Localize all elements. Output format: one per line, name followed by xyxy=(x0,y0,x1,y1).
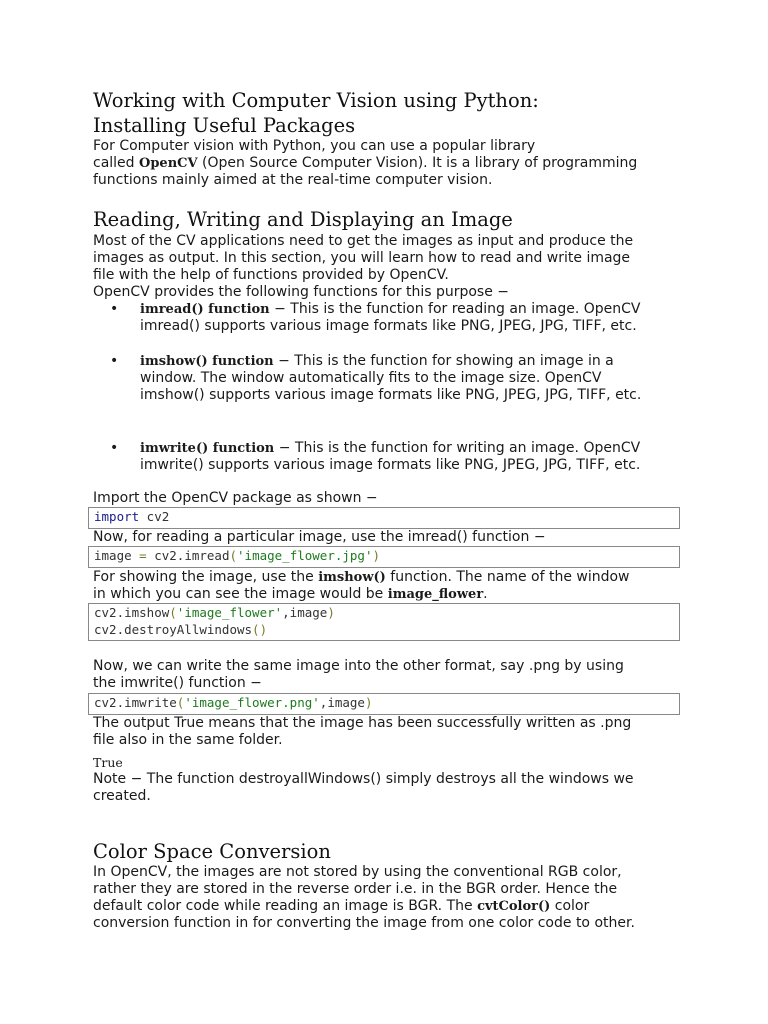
code-paren: ) xyxy=(327,605,335,620)
code-operator: = xyxy=(139,548,147,563)
code-text: cv2.imshow xyxy=(94,605,170,620)
text-line: conversion function in for converting the image from one color code to other. xyxy=(93,915,635,931)
text-line xyxy=(140,353,676,370)
text-span: default color code while reading an image is BGR. The xyxy=(93,898,478,914)
text-line: imwrite() supports various image formats like PNG, JPEG, JPG, TIFF, etc. xyxy=(140,457,641,473)
code-text: image xyxy=(94,548,140,563)
reading-heading: Reading, Writing and Displaying an Image xyxy=(93,208,513,231)
cvtcolor-bold: cvtColor() xyxy=(477,899,551,914)
text-span: . xyxy=(483,586,488,602)
text-line: The output True means that the image has been successfully written as .png xyxy=(93,715,632,731)
note-paragraph xyxy=(93,771,683,805)
list-item-text xyxy=(140,301,676,335)
text-line: the imwrite() function − xyxy=(93,675,262,691)
code-block-import xyxy=(88,507,680,529)
bullet-icon: • xyxy=(110,353,119,369)
function-name: imread() function xyxy=(140,302,270,317)
main-heading: Working with Computer Vision using Python: xyxy=(93,89,539,112)
code-paren: () xyxy=(252,621,268,637)
code-keyword: import xyxy=(94,509,140,524)
bullet-icon: • xyxy=(110,440,119,456)
text-line: In OpenCV, the images are not stored by using the conventional RGB color, xyxy=(93,864,622,880)
code-string: 'image_flower.jpg' xyxy=(237,548,373,563)
output-paragraph xyxy=(93,715,683,749)
code-paren: ) xyxy=(364,695,373,710)
text-line: imread() supports various image formats like PNG, JPEG, JPG, TIFF, etc. xyxy=(140,318,637,334)
code-paren: ( xyxy=(176,695,185,710)
text-span: − This is the function for writing an image. OpenCV xyxy=(274,440,641,456)
text-line: images as output. In this section, you will learn how to read and write image xyxy=(93,250,631,266)
function-name: imshow() function xyxy=(140,354,274,369)
imshow-paragraph xyxy=(93,569,683,603)
text-line xyxy=(93,898,683,915)
code-block-imread xyxy=(88,546,680,568)
text-line xyxy=(140,301,676,318)
code-text: cv2.imwrite xyxy=(94,695,177,710)
text-line: imshow() supports various image formats like PNG, JPEG, JPG, TIFF, etc. xyxy=(140,387,642,403)
text-line: file with the help of functions provided by OpenCV. xyxy=(93,267,449,283)
install-heading: Installing Useful Packages xyxy=(93,114,356,137)
text-span: (Open Source Computer Vision). It is a library of programming xyxy=(197,155,638,171)
code-block-imshow xyxy=(88,603,680,641)
text-line: Now, we can write the same image into the other format, say .png by using xyxy=(93,658,624,674)
text-span: − This is the function for showing an image in a xyxy=(273,353,614,369)
text-span: in which you can see the image would be xyxy=(93,586,388,602)
text-line: rather they are stored in the reverse order i.e. in the BGR order. Hence the xyxy=(93,881,618,897)
code-text: cv2.imread xyxy=(146,548,230,563)
text-span: For showing the image, use the xyxy=(93,569,319,585)
reading-paragraph xyxy=(93,233,683,301)
text-line xyxy=(140,440,676,457)
code-text: cv2.destroyAllwindows xyxy=(94,621,253,637)
image-flower-bold: image_flower xyxy=(387,587,484,602)
code-paren: ( xyxy=(169,605,177,620)
text-line: functions mainly aimed at the real-time computer vision. xyxy=(93,172,493,188)
list-item-text xyxy=(140,440,676,474)
text-line: Note − The function destroyallWindows() simply destroys all the windows we xyxy=(93,771,634,787)
text-line xyxy=(93,155,683,172)
text-line: OpenCV provides the following functions for this purpose − xyxy=(93,284,510,300)
text-line: window. The window automatically fits to the image size. OpenCV xyxy=(140,370,602,386)
imshow-bold: imshow() xyxy=(318,570,386,585)
code-block-imwrite xyxy=(88,693,680,715)
color-heading: Color Space Conversion xyxy=(93,840,331,863)
text-span: − This is the function for reading an image. OpenCV xyxy=(269,301,641,317)
text-line xyxy=(93,586,683,603)
function-name: imwrite() function xyxy=(140,441,275,456)
code-text: ,image xyxy=(282,605,328,620)
code-paren: ) xyxy=(372,548,381,563)
import-intro: Import the OpenCV package as shown − xyxy=(93,490,378,506)
text-line xyxy=(93,569,683,586)
text-line: Most of the CV applications need to get the images as input and produce the xyxy=(93,233,634,249)
text-line: For Computer vision with Python, you can use a popular library xyxy=(93,138,536,154)
code-text: cv2 xyxy=(139,509,170,524)
code-text: ,image xyxy=(319,695,365,710)
imwrite-paragraph xyxy=(93,658,683,692)
output-true: True xyxy=(93,755,123,770)
text-span: function. The name of the window xyxy=(385,569,630,585)
code-line xyxy=(94,622,674,639)
text-span: called xyxy=(93,155,140,171)
code-string: 'image_flower.png' xyxy=(184,695,320,710)
code-paren: ( xyxy=(229,548,238,563)
code-line xyxy=(94,605,674,622)
text-line: file also in the same folder. xyxy=(93,732,283,748)
text-line: created. xyxy=(93,788,151,804)
list-item-text xyxy=(140,353,676,404)
install-paragraph xyxy=(93,138,683,189)
code-string: 'image_flower' xyxy=(176,605,283,620)
opencv-bold: OpenCV xyxy=(139,156,198,171)
bullet-icon: • xyxy=(110,301,119,317)
color-paragraph xyxy=(93,864,683,932)
text-span: color xyxy=(550,898,590,914)
imread-intro: Now, for reading a particular image, use the imread() function − xyxy=(93,529,546,545)
